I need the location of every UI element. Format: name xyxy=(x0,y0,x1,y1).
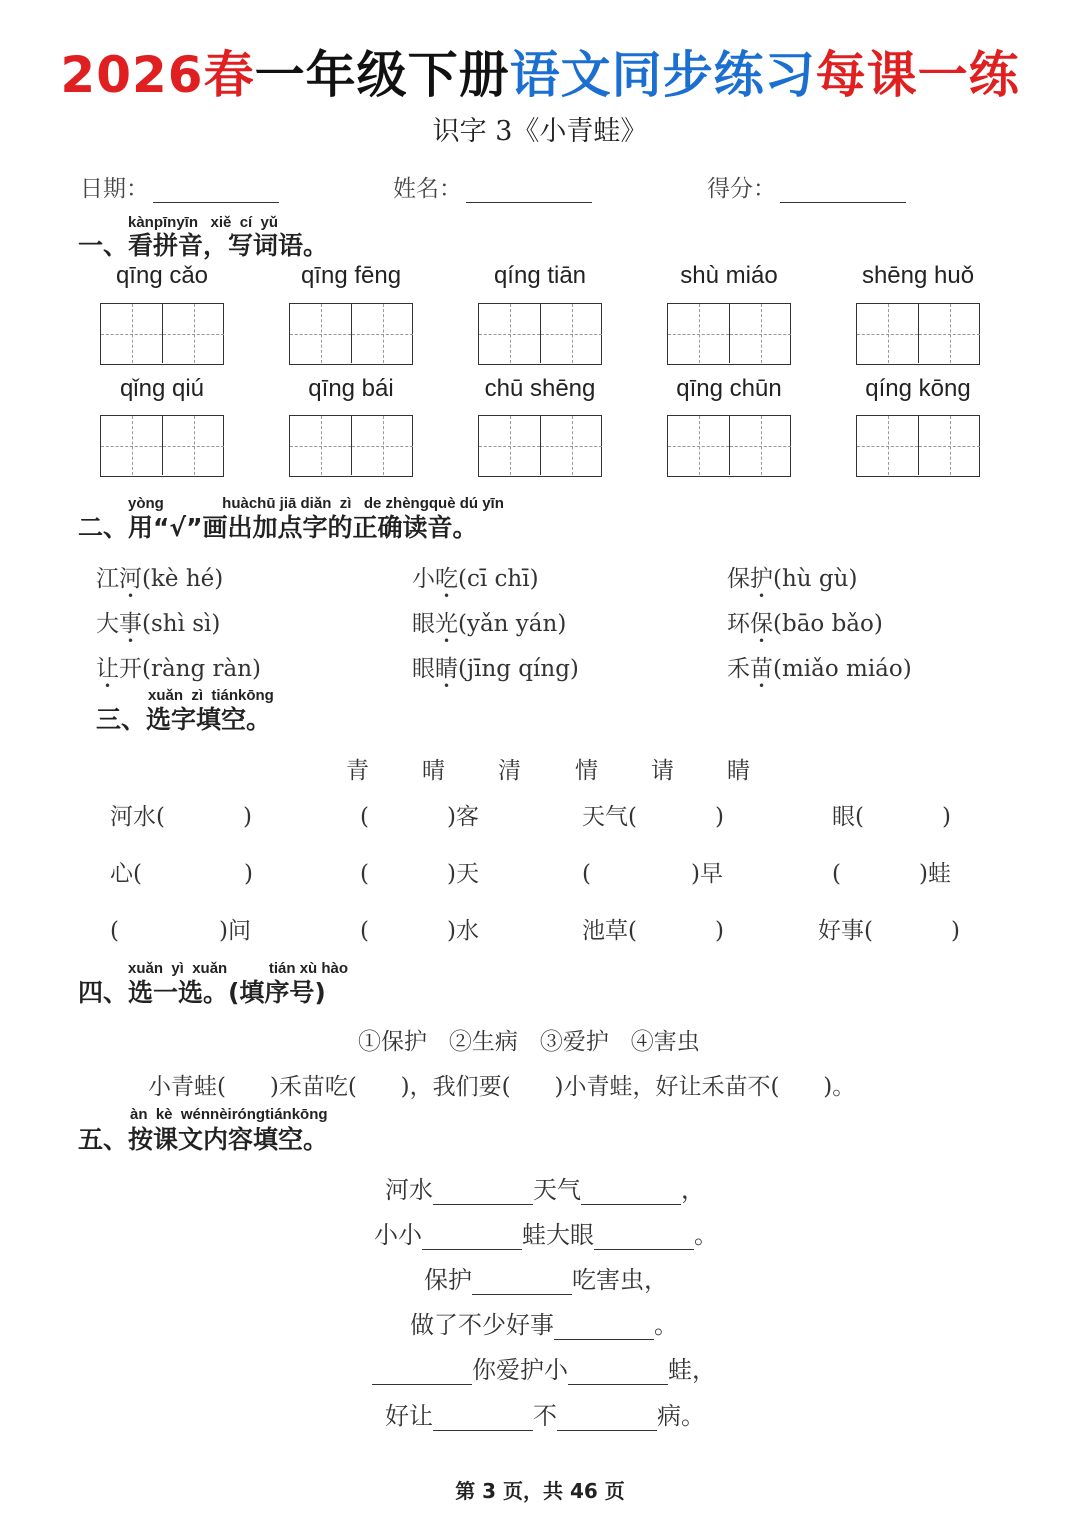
poem-line[interactable]: 做了不少好事 。 xyxy=(410,1311,678,1339)
pinyin-label: qīng bái xyxy=(308,375,394,402)
writing-grid[interactable] xyxy=(289,415,413,477)
section5-pinyin: àn kè wénnèiróngtiánkōng xyxy=(130,1106,328,1123)
name-field[interactable] xyxy=(393,170,592,203)
pinyin-label: shù miáo xyxy=(680,262,778,289)
title-red-part: 2026春 xyxy=(60,46,255,104)
writing-grid[interactable] xyxy=(478,415,602,477)
score-blank[interactable] xyxy=(780,180,906,203)
pinyin-label: qīng fēng xyxy=(300,262,402,289)
poem-line[interactable]: 小小 蛙大眼 。 xyxy=(374,1221,718,1249)
section5-title: 五、按课文内容填空。 xyxy=(78,1125,329,1154)
reading-item[interactable]: 让开(ràng ràn) xyxy=(96,656,262,682)
fill-blank-item[interactable]: ( )水 xyxy=(360,918,479,944)
date-label: 日期： xyxy=(80,176,149,202)
writing-grid[interactable] xyxy=(856,415,980,477)
reading-item[interactable]: 江河(kè hé) xyxy=(96,566,224,592)
page-number: 第 3 页，共 46 页 xyxy=(455,1479,625,1503)
section3-title: 三、选字填空。 xyxy=(96,705,272,734)
pinyin-label: qīng cǎo xyxy=(115,262,209,289)
char-option: 请 xyxy=(651,758,674,784)
fill-blank-item[interactable]: 天气( ) xyxy=(582,804,724,830)
section4-pinyin: xuǎn yì xuǎn tián xù hào xyxy=(128,960,349,977)
title-red-part-2: 每课一练 xyxy=(815,46,1020,104)
reading-item[interactable]: 禾苗(miǎo miáo) xyxy=(727,656,912,682)
answer-blank xyxy=(422,1227,522,1250)
answer-blank xyxy=(581,1182,681,1205)
date-field[interactable] xyxy=(80,170,279,203)
title-black-part: 一年级下册 xyxy=(254,46,510,104)
name-blank[interactable] xyxy=(466,180,592,203)
pinyin-label: qīng chūn xyxy=(676,375,782,402)
title-blue-part: 语文同步练习 xyxy=(509,46,816,104)
writing-grid[interactable] xyxy=(856,303,980,365)
answer-blank xyxy=(433,1182,533,1205)
answer-blank xyxy=(554,1317,654,1340)
writing-grid[interactable] xyxy=(100,415,224,477)
writing-grid[interactable] xyxy=(667,415,791,477)
fill-blank-item[interactable]: ( )问 xyxy=(110,918,251,944)
pinyin-label: qíng kōng xyxy=(865,375,971,402)
pinyin-label: qíng tiān xyxy=(493,262,587,289)
section4-title: 四、选一选。(填序号) xyxy=(78,978,326,1007)
fill-blank-item[interactable]: ( )客 xyxy=(360,804,479,830)
poem-line[interactable]: 河水 天气 ， xyxy=(385,1176,705,1204)
reading-item[interactable]: 大事(shì sì) xyxy=(96,611,221,637)
fill-blank-item[interactable]: ( )蛙 xyxy=(832,861,951,887)
fill-blank-item[interactable]: ( )早 xyxy=(582,861,723,887)
section3-pinyin: xuǎn zì tiánkōng xyxy=(148,687,274,704)
char-option: 晴 xyxy=(422,758,445,784)
fill-blank-item[interactable]: 池草( ) xyxy=(582,918,724,944)
name-label: 姓名： xyxy=(393,176,462,202)
poem-line[interactable]: 保护 吃害虫， xyxy=(424,1266,668,1294)
choice-options: ①保护 ②生病 ③爱护 ④害虫 xyxy=(358,1029,700,1055)
section1-title: 一、看拼音，写词语。 xyxy=(78,231,329,260)
char-option: 青 xyxy=(346,758,369,784)
section2-title: 二、用“√”画出加点字的正确读音。 xyxy=(78,513,478,542)
date-blank[interactable] xyxy=(153,180,279,203)
writing-grid[interactable] xyxy=(100,303,224,365)
fill-blank-item[interactable]: 河水( ) xyxy=(110,804,252,830)
reading-item[interactable]: 眼光(yǎn yán) xyxy=(412,611,567,637)
answer-blank xyxy=(568,1362,668,1385)
score-label: 得分： xyxy=(707,176,776,202)
answer-blank xyxy=(557,1408,657,1431)
pinyin-label: qǐng qiú xyxy=(119,375,205,402)
section2-pinyin: yòng huàchū jiā diǎn zì de zhèngquè dú yīn xyxy=(128,495,504,512)
answer-blank xyxy=(372,1362,472,1385)
writing-grid[interactable] xyxy=(478,303,602,365)
reading-item[interactable]: 小吃(cī chī) xyxy=(412,566,539,592)
section1-pinyin: kànpīnyīn xiě cí yǔ xyxy=(128,214,279,231)
answer-blank xyxy=(472,1272,572,1295)
pinyin-label: shēng huǒ xyxy=(861,262,975,289)
choice-sentence[interactable]: 小青蛙( )禾苗吃( )，我们要( )小青蛙，好让禾苗不( )。 xyxy=(148,1074,856,1100)
answer-blank xyxy=(433,1408,533,1431)
fill-blank-item[interactable]: 好事( ) xyxy=(818,918,960,944)
writing-grid[interactable] xyxy=(667,303,791,365)
poem-line[interactable]: 你爱护小 蛙， xyxy=(372,1350,716,1385)
reading-item[interactable]: 保护(hù gù) xyxy=(727,566,858,592)
answer-blank xyxy=(594,1227,694,1250)
reading-item[interactable]: 环保(bāo bǎo) xyxy=(727,611,883,637)
poem-line[interactable]: 好让 不 病。 xyxy=(385,1402,705,1430)
fill-blank-item[interactable]: ( )天 xyxy=(360,861,479,887)
reading-item[interactable]: 眼睛(jīng qíng) xyxy=(412,656,579,682)
lesson-subtitle: 识字 3《小青蛙》 xyxy=(432,116,648,147)
writing-grid[interactable] xyxy=(289,303,413,365)
char-option: 情 xyxy=(575,758,598,784)
char-option: 清 xyxy=(498,758,521,784)
char-option: 睛 xyxy=(727,758,750,784)
score-field[interactable] xyxy=(707,170,906,203)
fill-blank-item[interactable]: 心( ) xyxy=(110,861,253,887)
pinyin-label: chū shēng xyxy=(484,375,596,402)
fill-blank-item[interactable]: 眼( ) xyxy=(832,804,951,830)
page-title xyxy=(0,40,1080,110)
